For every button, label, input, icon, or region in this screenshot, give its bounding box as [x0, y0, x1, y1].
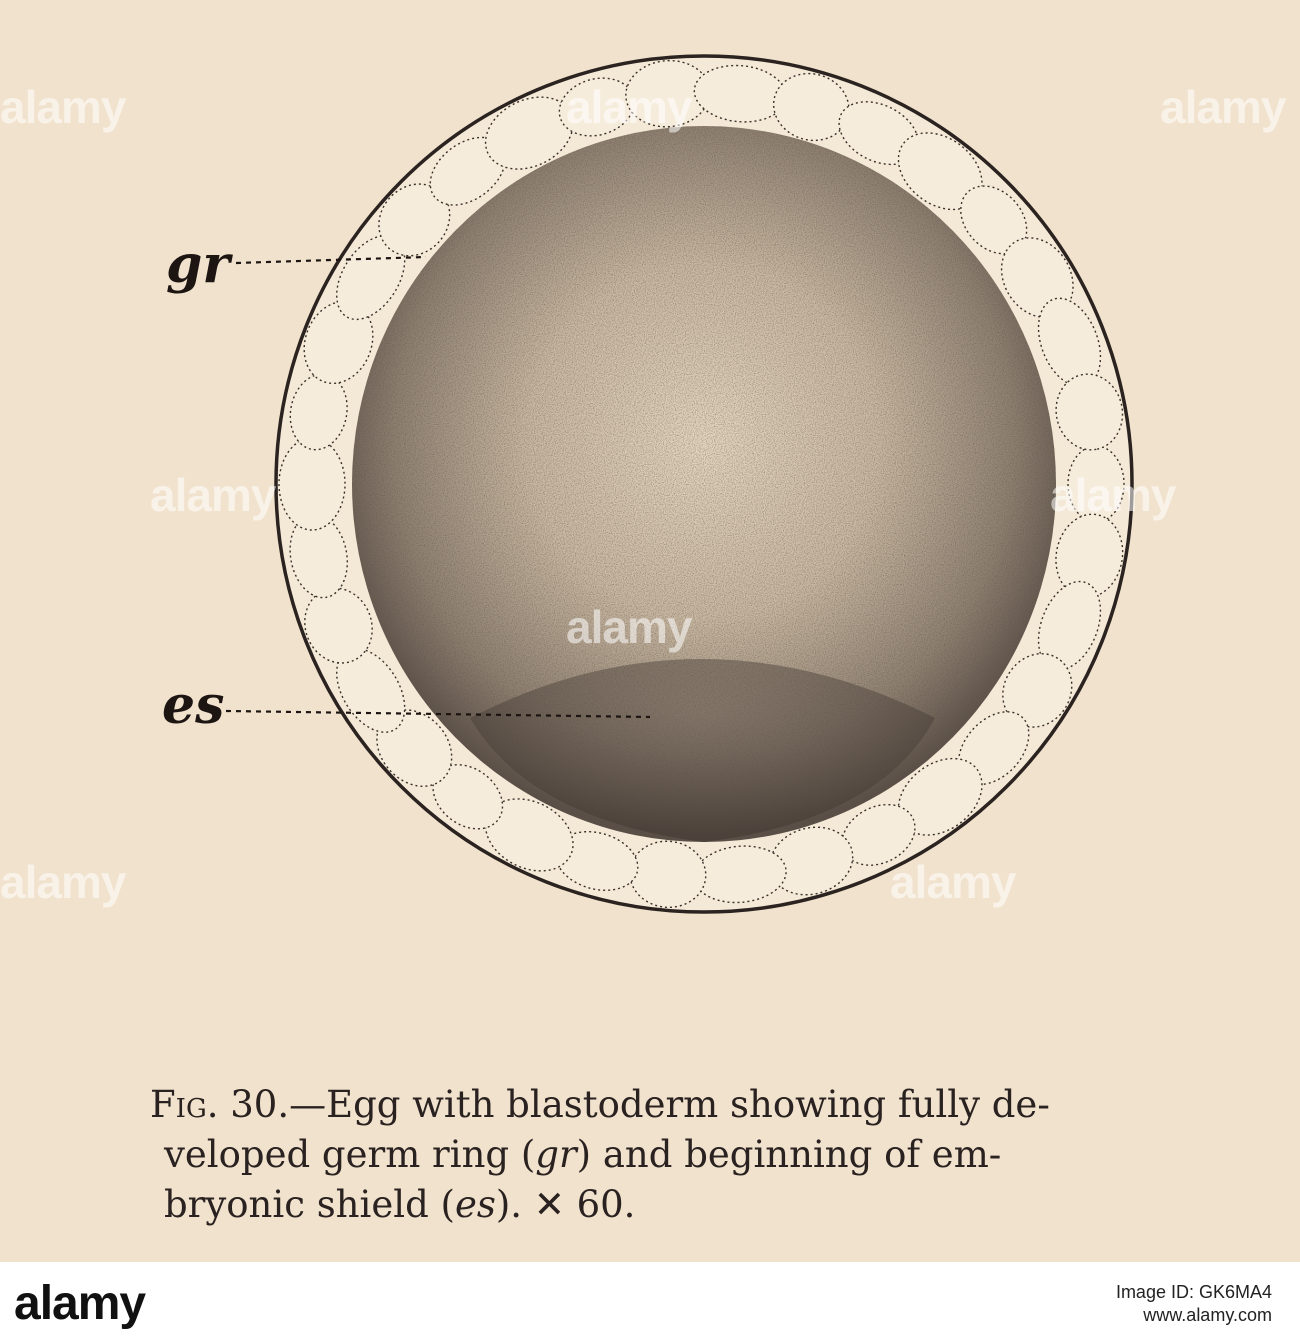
caption-line-2a: veloped germ ring ( [164, 1133, 536, 1176]
watermark: alamy [1050, 469, 1176, 521]
watermark: alamy [890, 856, 1016, 908]
gr-label: gr [166, 234, 230, 295]
image-id-block [1116, 1282, 1272, 1326]
stock-footer-bar [0, 1262, 1300, 1344]
figure-number: Fig. 30. [150, 1083, 290, 1126]
image-id: Image ID: GK6MA4 [1115, 1282, 1272, 1302]
site-url: www.alamy.com [1143, 1305, 1272, 1325]
watermark: alamy [566, 81, 692, 133]
figure-caption [150, 1080, 1170, 1230]
es-label: es [162, 675, 225, 736]
caption-line-2b: ) and beginning of em- [576, 1133, 1002, 1176]
watermark: alamy [0, 856, 126, 908]
watermark: alamy [150, 469, 276, 521]
caption-line-3a: bryonic shield ( [164, 1183, 455, 1226]
watermark: alamy [0, 81, 126, 133]
watermark: alamy [566, 601, 692, 653]
alamy-logo [14, 1276, 145, 1331]
alamy-logo-text: alamy [14, 1277, 146, 1330]
caption-es-ref: es [454, 1183, 496, 1226]
watermark: alamy [1160, 81, 1286, 133]
caption-line-3b: ). ✕ 60. [495, 1183, 636, 1226]
blastoderm [352, 126, 1056, 842]
caption-gr-ref: gr [535, 1133, 577, 1176]
cell [279, 438, 345, 530]
caption-line-1: —Egg with blastoderm showing fully de- [289, 1083, 1050, 1126]
